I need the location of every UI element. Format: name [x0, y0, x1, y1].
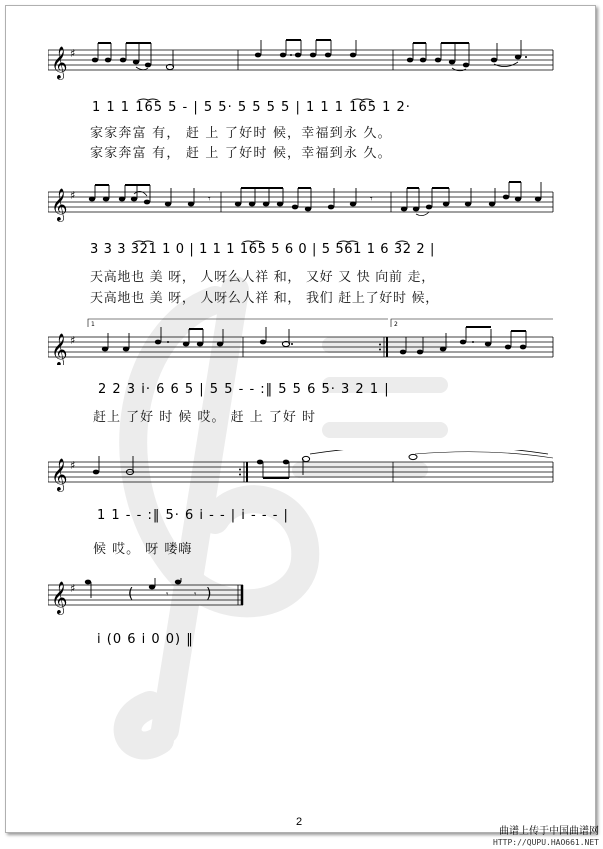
treble-clef-icon: 𝄞 — [51, 458, 68, 491]
svg-text:♯: ♯ — [70, 582, 76, 595]
lyric-row-3: 赶上 了好 时 候 哎。 赶 上 了好 时 — [93, 410, 317, 425]
treble-clef-icon: 𝄞 — [51, 188, 68, 221]
jianpu-row-1: 1 1 1 1͡6͡5 5 - | 5 5· 5 5 5 5 | 1 1 1 1͡6͡5 1 2· — [92, 100, 411, 115]
svg-text:♯: ♯ — [70, 189, 76, 202]
svg-text:(: ( — [128, 586, 134, 602]
treble-clef-icon: 𝄞 — [51, 46, 68, 79]
footer-url[interactable]: HTTP://QUPU.HAO661.NET — [493, 838, 599, 847]
svg-text:𝄾: 𝄾 — [166, 590, 169, 600]
jianpu-row-4: 1 1 - - :‖ 5· 6 i - - | i - - - | — [97, 508, 289, 523]
staff-row-2 — [48, 180, 558, 230]
lyric-row-2-verse-2: 天高地也 美 呀， 人呀么人祥 和， 我们 赶上了好时 候， — [90, 291, 439, 306]
staff-row-4 — [48, 450, 558, 500]
svg-text:♯: ♯ — [70, 47, 76, 60]
staff-row-1 — [48, 38, 558, 88]
lyric-row-1-verse-2: 家家奔富 有， 赶 上 了好时 候，幸福到永 久。 — [90, 146, 392, 161]
svg-text:𝄾: 𝄾 — [194, 590, 197, 600]
svg-text:2: 2 — [394, 321, 398, 328]
page-number: 2 — [296, 816, 303, 828]
svg-text:♯: ♯ — [70, 459, 76, 472]
lyric-row-2-verse-1: 天高地也 美 呀， 人呀么人祥 和， 又好 又 快 向前 走， — [90, 270, 435, 285]
jianpu-row-3: 2 2 3 i· 6 6 5 | 5 5 - - :‖ 5 5 6 5· 3 2 1 | — [98, 382, 390, 397]
svg-text:𝄾: 𝄾 — [208, 194, 211, 205]
jianpu-row-5: i (0 6 i 0 0) ‖ — [97, 632, 194, 647]
footer-text: 曲谱上传于中国曲谱网 — [499, 826, 599, 837]
treble-clef-icon: 𝄞 — [51, 333, 68, 365]
treble-clef-icon: 𝄞 — [51, 581, 68, 614]
jianpu-row-2: 3 3 3 3͡2͡1 1 0 | 1 1 1 1͡6͡5 5 6 0 | 5 5͡6͡1 1 6 3͡2 2 | — [90, 242, 435, 257]
staff-row-3 — [48, 315, 558, 365]
svg-text:𝄾: 𝄾 — [370, 194, 373, 205]
svg-text:1: 1 — [91, 321, 95, 328]
lyric-row-1-verse-1: 家家奔富 有， 赶 上 了好时 候，幸福到永 久。 — [90, 126, 392, 141]
lyric-row-4: 候 哎。 呀 喽嗨 — [93, 542, 193, 557]
svg-text:): ) — [206, 586, 212, 602]
svg-text:♯: ♯ — [70, 334, 76, 347]
staff-row-5 — [48, 578, 268, 618]
site-footer — [493, 826, 599, 848]
